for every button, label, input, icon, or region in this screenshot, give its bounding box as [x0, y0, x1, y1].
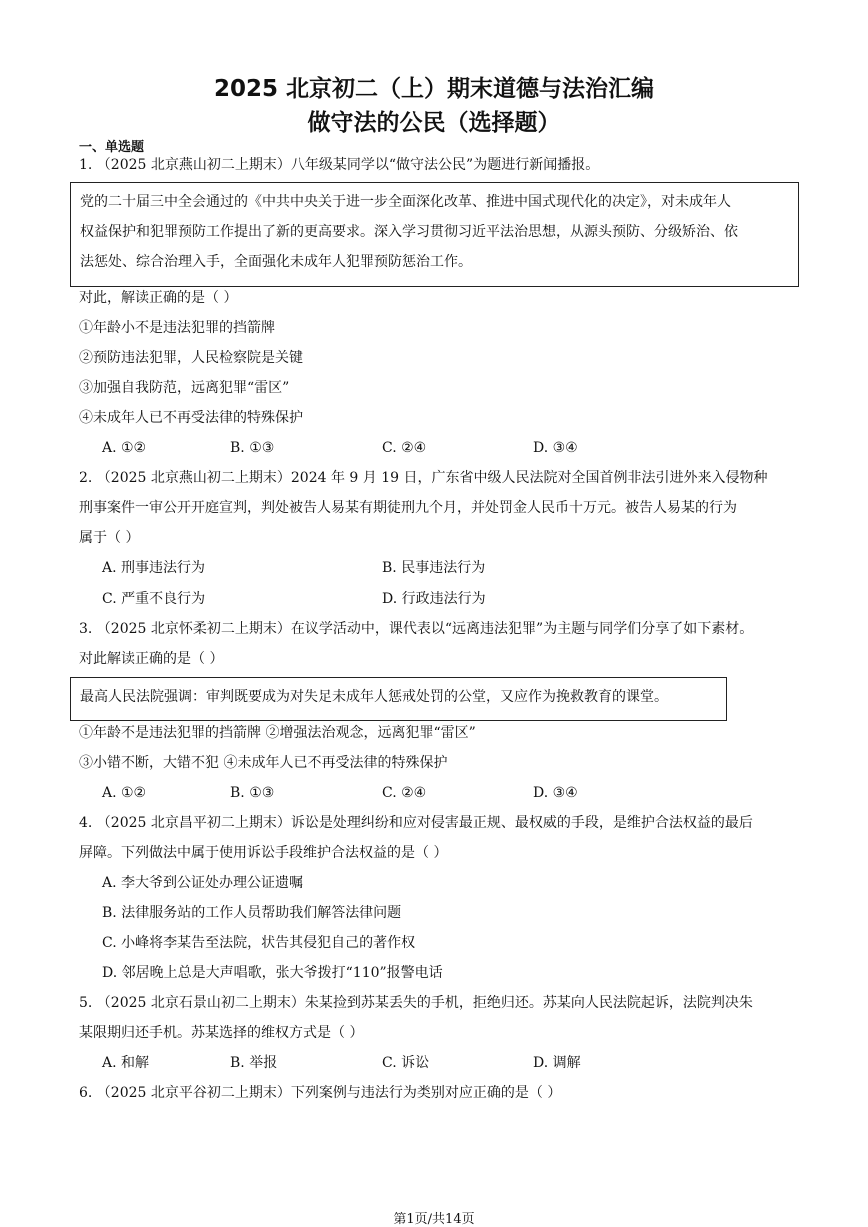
- q6-stem: 6. （2025 北京平谷初二上期末）下列案例与违法行为类别对应正确的是（ ）: [79, 1085, 562, 1101]
- q4-option-c: C. 小峰将李某告至法院，状告其侵犯自己的著作权: [102, 935, 416, 951]
- q4-option-d: D. 邻居晚上总是大声唱歌，张大爷拨打“110”报警电话: [102, 965, 443, 981]
- q2-stem-line: 刑事案件一审公开开庭宣判，判处被告人易某有期徒刑九个月，并处罚金人民币十万元。被告人易某的行为: [79, 500, 737, 516]
- q1-item: ④未成年人已不再受法律的特殊保护: [79, 410, 303, 426]
- q1-item: ②预防违法犯罪，人民检察院是关键: [79, 350, 303, 366]
- q3-item: ①年龄不是违法犯罪的挡箭牌 ②增强法治观念，远离犯罪“雷区”: [79, 725, 476, 741]
- q1-material-line: 党的二十届三中全会通过的《中共中央关于进一步全面深化改革、推进中国式现代化的决定》，对未成年人: [80, 194, 731, 210]
- document-title: 2025 北京初二（上）期末道德与法治汇编: [213, 76, 655, 102]
- q2-stem-line: 属于（ ）: [79, 530, 140, 546]
- q3-stem-line: 对此解读正确的是（ ）: [79, 651, 224, 667]
- q3-option-b: B. ①③: [230, 785, 275, 801]
- q2-stem-line: 2. （2025 北京燕山初二上期末）2024 年 9 月 19 日，广东省中级人民法院对全国首例非法引进外来入侵物种: [79, 470, 768, 486]
- document-subtitle: 做守法的公民（选择题）: [307, 110, 561, 136]
- q2-option-d: D. 行政违法行为: [382, 591, 486, 607]
- q3-option-c: C. ②④: [382, 785, 427, 801]
- q5-stem-line: 某限期归还手机。苏某选择的维权方式是（ ）: [79, 1025, 364, 1041]
- q1-item: ③加强自我防范，远离犯罪“雷区”: [79, 380, 290, 396]
- q4-stem-line: 4. （2025 北京昌平初二上期末）诉讼是处理纠纷和应对侵害最正规、最权威的手段，是维护合法权益的最后: [79, 815, 753, 831]
- q3-stem-line: 3. （2025 北京怀柔初二上期末）在议学活动中，课代表以“远离违法犯罪”为主题与同学们分享了如下素材。: [79, 621, 754, 637]
- q4-option-b: B. 法律服务站的工作人员帮助我们解答法律问题: [102, 905, 402, 921]
- q1-material-box: [70, 182, 799, 287]
- q3-option-d: D. ③④: [533, 785, 578, 801]
- page-number: 第1页/共14页: [393, 1212, 475, 1227]
- q3-option-a: A. ①②: [102, 785, 147, 801]
- q1-item: ①年龄小不是违法犯罪的挡箭牌: [79, 320, 275, 336]
- q1-option-c: C. ②④: [382, 440, 427, 456]
- q4-option-a: A. 李大爷到公证处办理公证遗嘱: [102, 875, 304, 891]
- q1-material-line: 权益保护和犯罪预防工作提出了新的更高要求。深入学习贯彻习近平法治思想，从源头预防、分级矫治、依: [80, 224, 738, 240]
- q1-stem: 1. （2025 北京燕山初二上期末）八年级某同学以“做守法公民”为题进行新闻播报。: [79, 157, 600, 173]
- q1-material-line: 法惩处、综合治理入手，全面强化未成年人犯罪预防惩治工作。: [80, 254, 472, 270]
- q1-option-d: D. ③④: [533, 440, 578, 456]
- q5-option-b: B. 举报: [230, 1055, 278, 1071]
- q4-stem-line: 屏障。下列做法中属于使用诉讼手段维护合法权益的是（ ）: [79, 845, 448, 861]
- q3-item: ③小错不断，大错不犯 ④未成年人已不再受法律的特殊保护: [79, 755, 448, 771]
- q5-option-d: D. 调解: [533, 1055, 581, 1071]
- q2-option-b: B. 民事违法行为: [382, 560, 486, 576]
- q2-option-c: C. 严重不良行为: [102, 591, 206, 607]
- q3-material-box: [70, 677, 727, 721]
- q5-option-a: A. 和解: [102, 1055, 150, 1071]
- q5-stem-line: 5. （2025 北京石景山初二上期末）朱某捡到苏某丢失的手机，拒绝归还。苏某向人民法院起诉，法院判决朱: [79, 995, 753, 1011]
- q1-question: 对此，解读正确的是（ ）: [79, 290, 238, 306]
- section-heading: 一、单选题: [79, 140, 145, 155]
- q1-option-b: B. ①③: [230, 440, 275, 456]
- q2-option-a: A. 刑事违法行为: [102, 560, 206, 576]
- q3-material: 最高人民法院强调：审判既要成为对失足未成年人惩戒处罚的公堂，又应作为挽救教育的课堂。: [80, 689, 668, 705]
- q1-option-a: A. ①②: [102, 440, 147, 456]
- q5-option-c: C. 诉讼: [382, 1055, 430, 1071]
